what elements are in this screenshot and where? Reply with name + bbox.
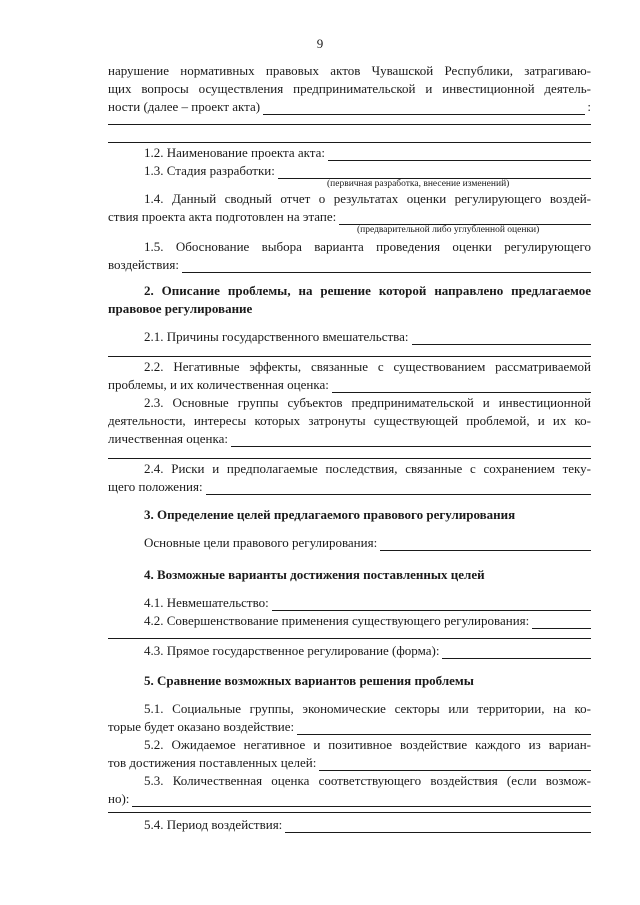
item-1-4-line-1: 1.4. Данный сводный отчет о результатах оценки регулирующего воздей- xyxy=(144,191,591,206)
project-act-blank[interactable] xyxy=(263,102,585,115)
intro-line-3 xyxy=(108,98,591,115)
item-1-4-hint: (предварительной либо углубленной оценки) xyxy=(357,225,540,235)
goals-line xyxy=(108,534,591,551)
expected-impact-blank[interactable] xyxy=(319,758,591,771)
impact-period-blank[interactable] xyxy=(285,820,591,833)
item-4-1 xyxy=(108,594,591,611)
item-4-3-label: 4.3. Прямое государственное регулирование (форма): xyxy=(144,643,440,658)
assessment-choice-blank[interactable] xyxy=(182,260,591,273)
item-2-3-line-2: деятельности, интересы которых затронуты существующей проблемой, и их ко- xyxy=(108,413,591,428)
item-1-3 xyxy=(108,162,591,179)
item-2-3-line-1: 2.3. Основные группы субъектов предпринимательской и инвестиционной xyxy=(144,395,591,410)
intro-line-1: нарушение нормативных правовых актов Чувашской Республики, затрагиваю- xyxy=(108,63,591,78)
item-2-4-line-1: 2.4. Риски и предполагаемые последствия, связанные с сохранением теку- xyxy=(144,461,591,476)
direct-regulation-blank[interactable] xyxy=(442,646,591,659)
intro-line-3-text: ности (далее – проект акта) xyxy=(108,99,261,114)
section-2-heading-line-1: 2. Описание проблемы, на решение которой направлено предлагаемое xyxy=(144,283,591,298)
item-4-1-label: 4.1. Невмешательство: xyxy=(144,595,269,610)
item-5-1-line-1: 5.1. Социальные группы, экономические секторы или территории, на ко- xyxy=(144,701,591,716)
item-2-3-line-3 xyxy=(108,430,591,447)
item-4-2 xyxy=(108,612,591,629)
item-1-3-hint: (первичная разработка, внесение изменений) xyxy=(327,179,510,189)
act-name-blank[interactable] xyxy=(328,148,591,161)
item-2-4-line-2 xyxy=(108,478,591,495)
item-1-2-label: 1.2. Наименование проекта акта: xyxy=(144,145,326,160)
social-groups-blank[interactable] xyxy=(297,722,591,735)
item-2-4-line-2-text: щего положения: xyxy=(108,479,203,494)
item-1-4-line-2 xyxy=(108,208,591,225)
intro-line-3-colon: : xyxy=(587,99,591,114)
item-2-1 xyxy=(108,328,591,345)
item-2-2-line-1: 2.2. Негативные эффекты, связанные с существованием рассматриваемой xyxy=(144,359,591,374)
item-5-4-label: 5.4. Период воздействия: xyxy=(144,817,283,832)
item-2-2-line-2 xyxy=(108,376,591,393)
item-5-3-line-2 xyxy=(108,790,591,807)
negative-effects-blank[interactable] xyxy=(332,380,591,393)
item-5-2-line-2 xyxy=(108,754,591,771)
item-2-2-line-2-text: проблемы, и их количественная оценка: xyxy=(108,377,329,392)
item-1-4-line-2-text: ствия проекта акта подготовлен на этапе: xyxy=(108,209,337,224)
item-2-1-label: 2.1. Причины государственного вмешательства: xyxy=(144,329,409,344)
item-5-1-line-2 xyxy=(108,718,591,735)
item-5-3-line-1: 5.3. Количественная оценка соответствующего воздействия (если возмож- xyxy=(144,773,591,788)
goals-blank[interactable] xyxy=(380,538,591,551)
blank-line[interactable] xyxy=(108,142,591,143)
item-4-3 xyxy=(108,642,591,659)
blank-line[interactable] xyxy=(108,638,591,639)
item-1-5-line-1: 1.5. Обоснование выбора варианта проведения оценки регулирующего xyxy=(144,239,591,254)
item-5-2-line-2-text: тов достижения поставленных целей: xyxy=(108,755,317,770)
item-5-4 xyxy=(108,816,591,833)
intro-line-2: щих вопросы осуществления предпринимательской и инвестиционной деятель- xyxy=(108,81,591,96)
item-4-2-label: 4.2. Совершенствование применения существующего регулирования: xyxy=(144,613,530,628)
blank-line[interactable] xyxy=(108,458,591,459)
item-1-2 xyxy=(108,144,591,161)
item-5-2-line-1: 5.2. Ожидаемое негативное и позитивное воздействие каждого из вариан- xyxy=(144,737,591,752)
item-1-3-label: 1.3. Стадия разработки: xyxy=(144,163,275,178)
regulation-improvement-blank[interactable] xyxy=(532,616,591,629)
item-5-3-line-2-text: но): xyxy=(108,791,130,806)
item-5-1-line-2-text: торые будет оказано воздействие: xyxy=(108,719,295,734)
item-1-5-line-2-text: воздействия: xyxy=(108,257,179,272)
blank-line[interactable] xyxy=(108,812,591,813)
non-intervention-blank[interactable] xyxy=(272,598,591,611)
section-2-heading-line-2: правовое регулирование xyxy=(108,301,253,316)
section-4-heading: 4. Возможные варианты достижения поставленных целей xyxy=(144,567,485,582)
goals-label: Основные цели правового регулирования: xyxy=(144,535,378,550)
section-3-heading: 3. Определение целей предлагаемого правового регулирования xyxy=(144,507,516,522)
item-2-3-line-3-text: личественная оценка: xyxy=(108,431,228,446)
section-5-heading: 5. Сравнение возможных вариантов решения проблемы xyxy=(144,673,474,688)
blank-line[interactable] xyxy=(108,356,591,357)
blank-line[interactable] xyxy=(108,124,591,125)
item-1-5-line-2 xyxy=(108,256,591,273)
risks-blank[interactable] xyxy=(206,482,591,495)
intervention-reasons-blank[interactable] xyxy=(412,332,591,345)
subject-groups-blank[interactable] xyxy=(231,434,591,447)
quantitative-assessment-blank[interactable] xyxy=(132,794,591,807)
page-number: 9 xyxy=(316,36,324,51)
